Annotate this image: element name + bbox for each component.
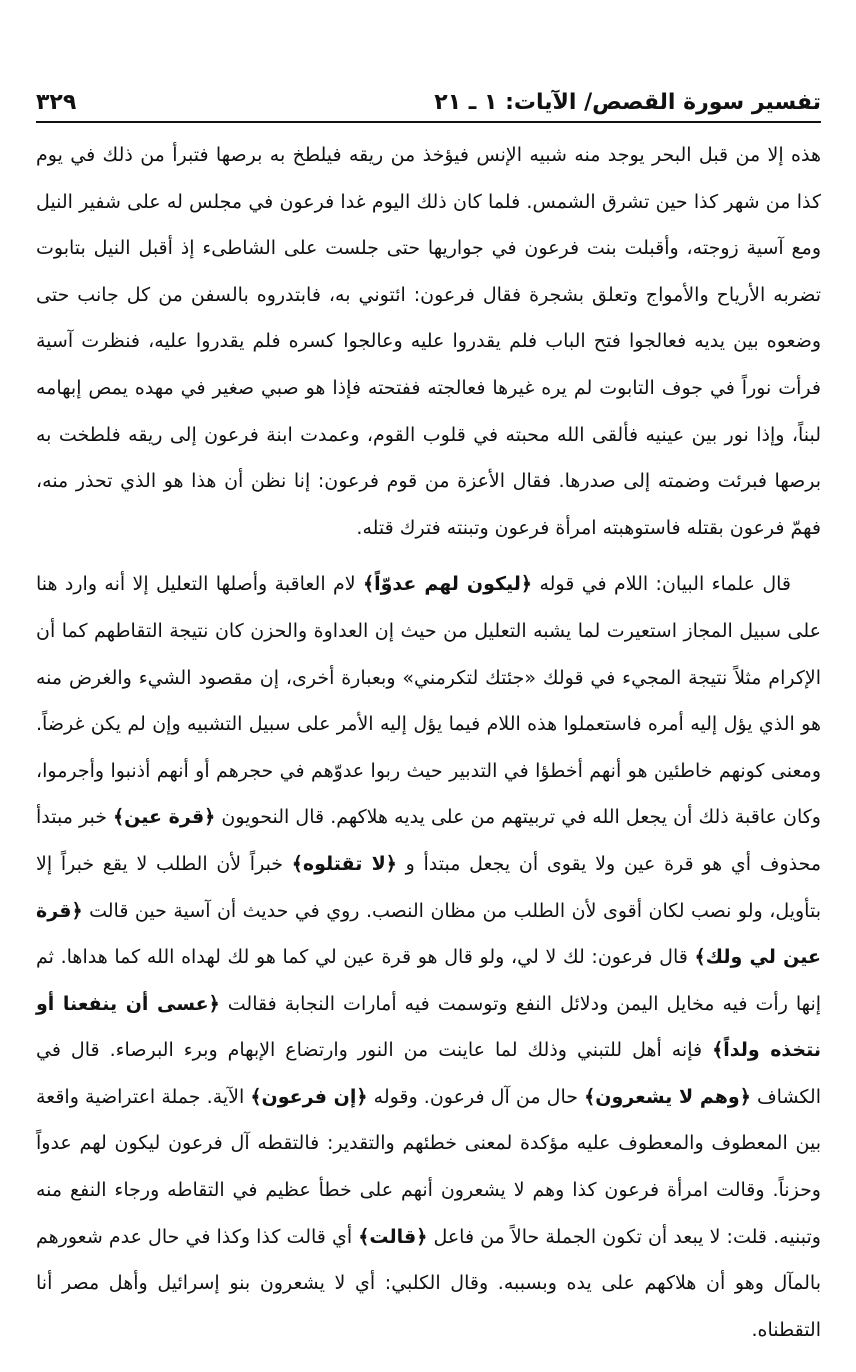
paragraph <box>36 561 821 1353</box>
quran-quote: ﴿ليكون لهم عدوّاً﴾ <box>362 573 533 596</box>
text-segment: أي قالت كذا وكذا في حال عدم شعورهم بالمآل وهو أن هلاكهم على يده وبسببه. وقال الكلبي: أي لا يشعرون بنو إسرائيل وأهل مصر أنا التقطناه. <box>36 1225 821 1341</box>
text-segment: لام العاقبة وأصلها التعليل إلا أنه وارد هنا على سبيل المجاز استعيرت لما يشبه التعليل من حيث إن العداوة والحزن كان نتيجة التقاطهم كما أن الإكرام مثلاً نتيجة المجيء في قولك «جئتك لتكرمني» وبعبارة أخرى، إن مقصود الشيء والغرض منه هو الذي يؤل إليه أمره فاستعملوا هذه اللام فيما يؤل إليه الأمر على سبيل التشبيه وإن لم يكن غرضاً. ومعنى كونهم خاطئين هو أنهم أخطؤا في التدبير حيث ربوا عدوّهم في حجرهم أو أنهم أذنبوا وأجرموا، وكان عاقبة ذلك أن يجعل الله في تربيتهم من على يديه هلاكهم. قال النحويون <box>36 573 821 829</box>
text-segment: هذه إلا من قبل البحر يوجد منه شبيه الإنس فيؤخذ من ريقه فيلطخ به برصها فتبرأ من ذلك في يوم كذا من شهر كذا حين تشرق الشمس. فلما كان ذلك اليوم غدا فرعون في مجلس له على شفير النيل ومع آسية زوجته، وأقبلت بنت فرعون في جواريها حتى جلست على الشاطىء إذ أقبل النيل بتابوت تضربه الأرياح والأمواج وتعلق بشجرة فقال فرعون: ائتوني به، فابتدروه بالسفن من كل جانب حتى وضعوه بين يديه فعالجوا فتح الباب فلم يقدروا عليه وعالجوا كسره فلم يقدروا عليه، فنظرت آسية فرأت نوراً في جوف التابوت لم يره غيرها فعالجته ففتحته فإذا هو صبي صغير في مهده يمص إبهامه لبناً، وإذا نور بين عينيه فألقى الله محبته في قلوب القوم، وعمدت ابنة فرعون إلى ريقه فلطخت به برصها فبرئت وضمته إلى صدرها. فقال الأعزة من قوم فرعون: إنا نظن أن هذا هو الذي تحذر منه، فهمّ فرعون بقتله فاستوهبته امرأة فرعون وتبنته فترك قتله. <box>36 144 821 539</box>
text-segment: الآية. جملة اعتراضية واقعة بين المعطوف والمعطوف عليه مؤكدة لمعنى خطئهم والتقدير: فالتقطه آل فرعون ليكون لهم عدواً وحزناً. وقالت امرأة فرعون كذا وهم لا يشعرون أنهم على خطأ عظيم في التقاطه ورجاء النفع منه وتبنيه. قلت: لا يبعد أن تكون الجملة حالاً من فاعل <box>36 1085 821 1248</box>
quran-quote: ﴿قرة عين لي ولك﴾ <box>36 899 821 969</box>
quran-quote: ﴿قالت﴾ <box>358 1225 428 1248</box>
text-segment: قال فرعون: لك لا لي، ولو قال هو قرة عين لي كما هو لك لهداه الله كما هداها. ثم إنها رأت فيه مخايل اليمن ودلائل النفع وتوسمت فيه أمارات النجابة فقالت <box>36 946 822 1015</box>
page-number: ٣٢٩ <box>36 90 77 115</box>
text-segment: خبر مبتدأ محذوف أي هو قرة عين ولا يقوى أن يجعل مبتدأ و <box>36 806 821 875</box>
page-header <box>36 82 821 118</box>
quran-quote: ﴿لا تقتلوه﴾ <box>291 852 397 875</box>
text-segment: حال من آل فرعون. وقوله <box>367 1085 585 1108</box>
text-segment: خبراً لأن الطلب لا يقع خبراً إلا بتأويل، ولو نصب لكان أقوى لأن الطلب من مظان النصب. روي في حديث أن آسية حين قالت <box>36 852 821 922</box>
quran-quote: ﴿عسى أن ينفعنا أو نتخذه ولداً﴾ <box>36 992 821 1062</box>
text-segment: فإنه أهل للتبني وذلك لما عاينت من النور وارتضاع الإبهام وبرء البرصاء. قال في الكشاف <box>36 1039 821 1108</box>
header-rule <box>36 121 821 123</box>
text-segment: قال علماء البيان: اللام في قوله <box>532 573 792 596</box>
paragraph <box>36 132 821 551</box>
quran-quote: ﴿إن فرعون﴾ <box>250 1085 368 1108</box>
quran-quote: ﴿قرة عين﴾ <box>113 806 216 829</box>
running-title: تفسير سورة القصص/ الآيات: ١ ـ ٢١ <box>434 90 821 115</box>
quran-quote: ﴿وهم لا يشعرون﴾ <box>584 1085 751 1108</box>
body-text <box>36 132 821 1353</box>
